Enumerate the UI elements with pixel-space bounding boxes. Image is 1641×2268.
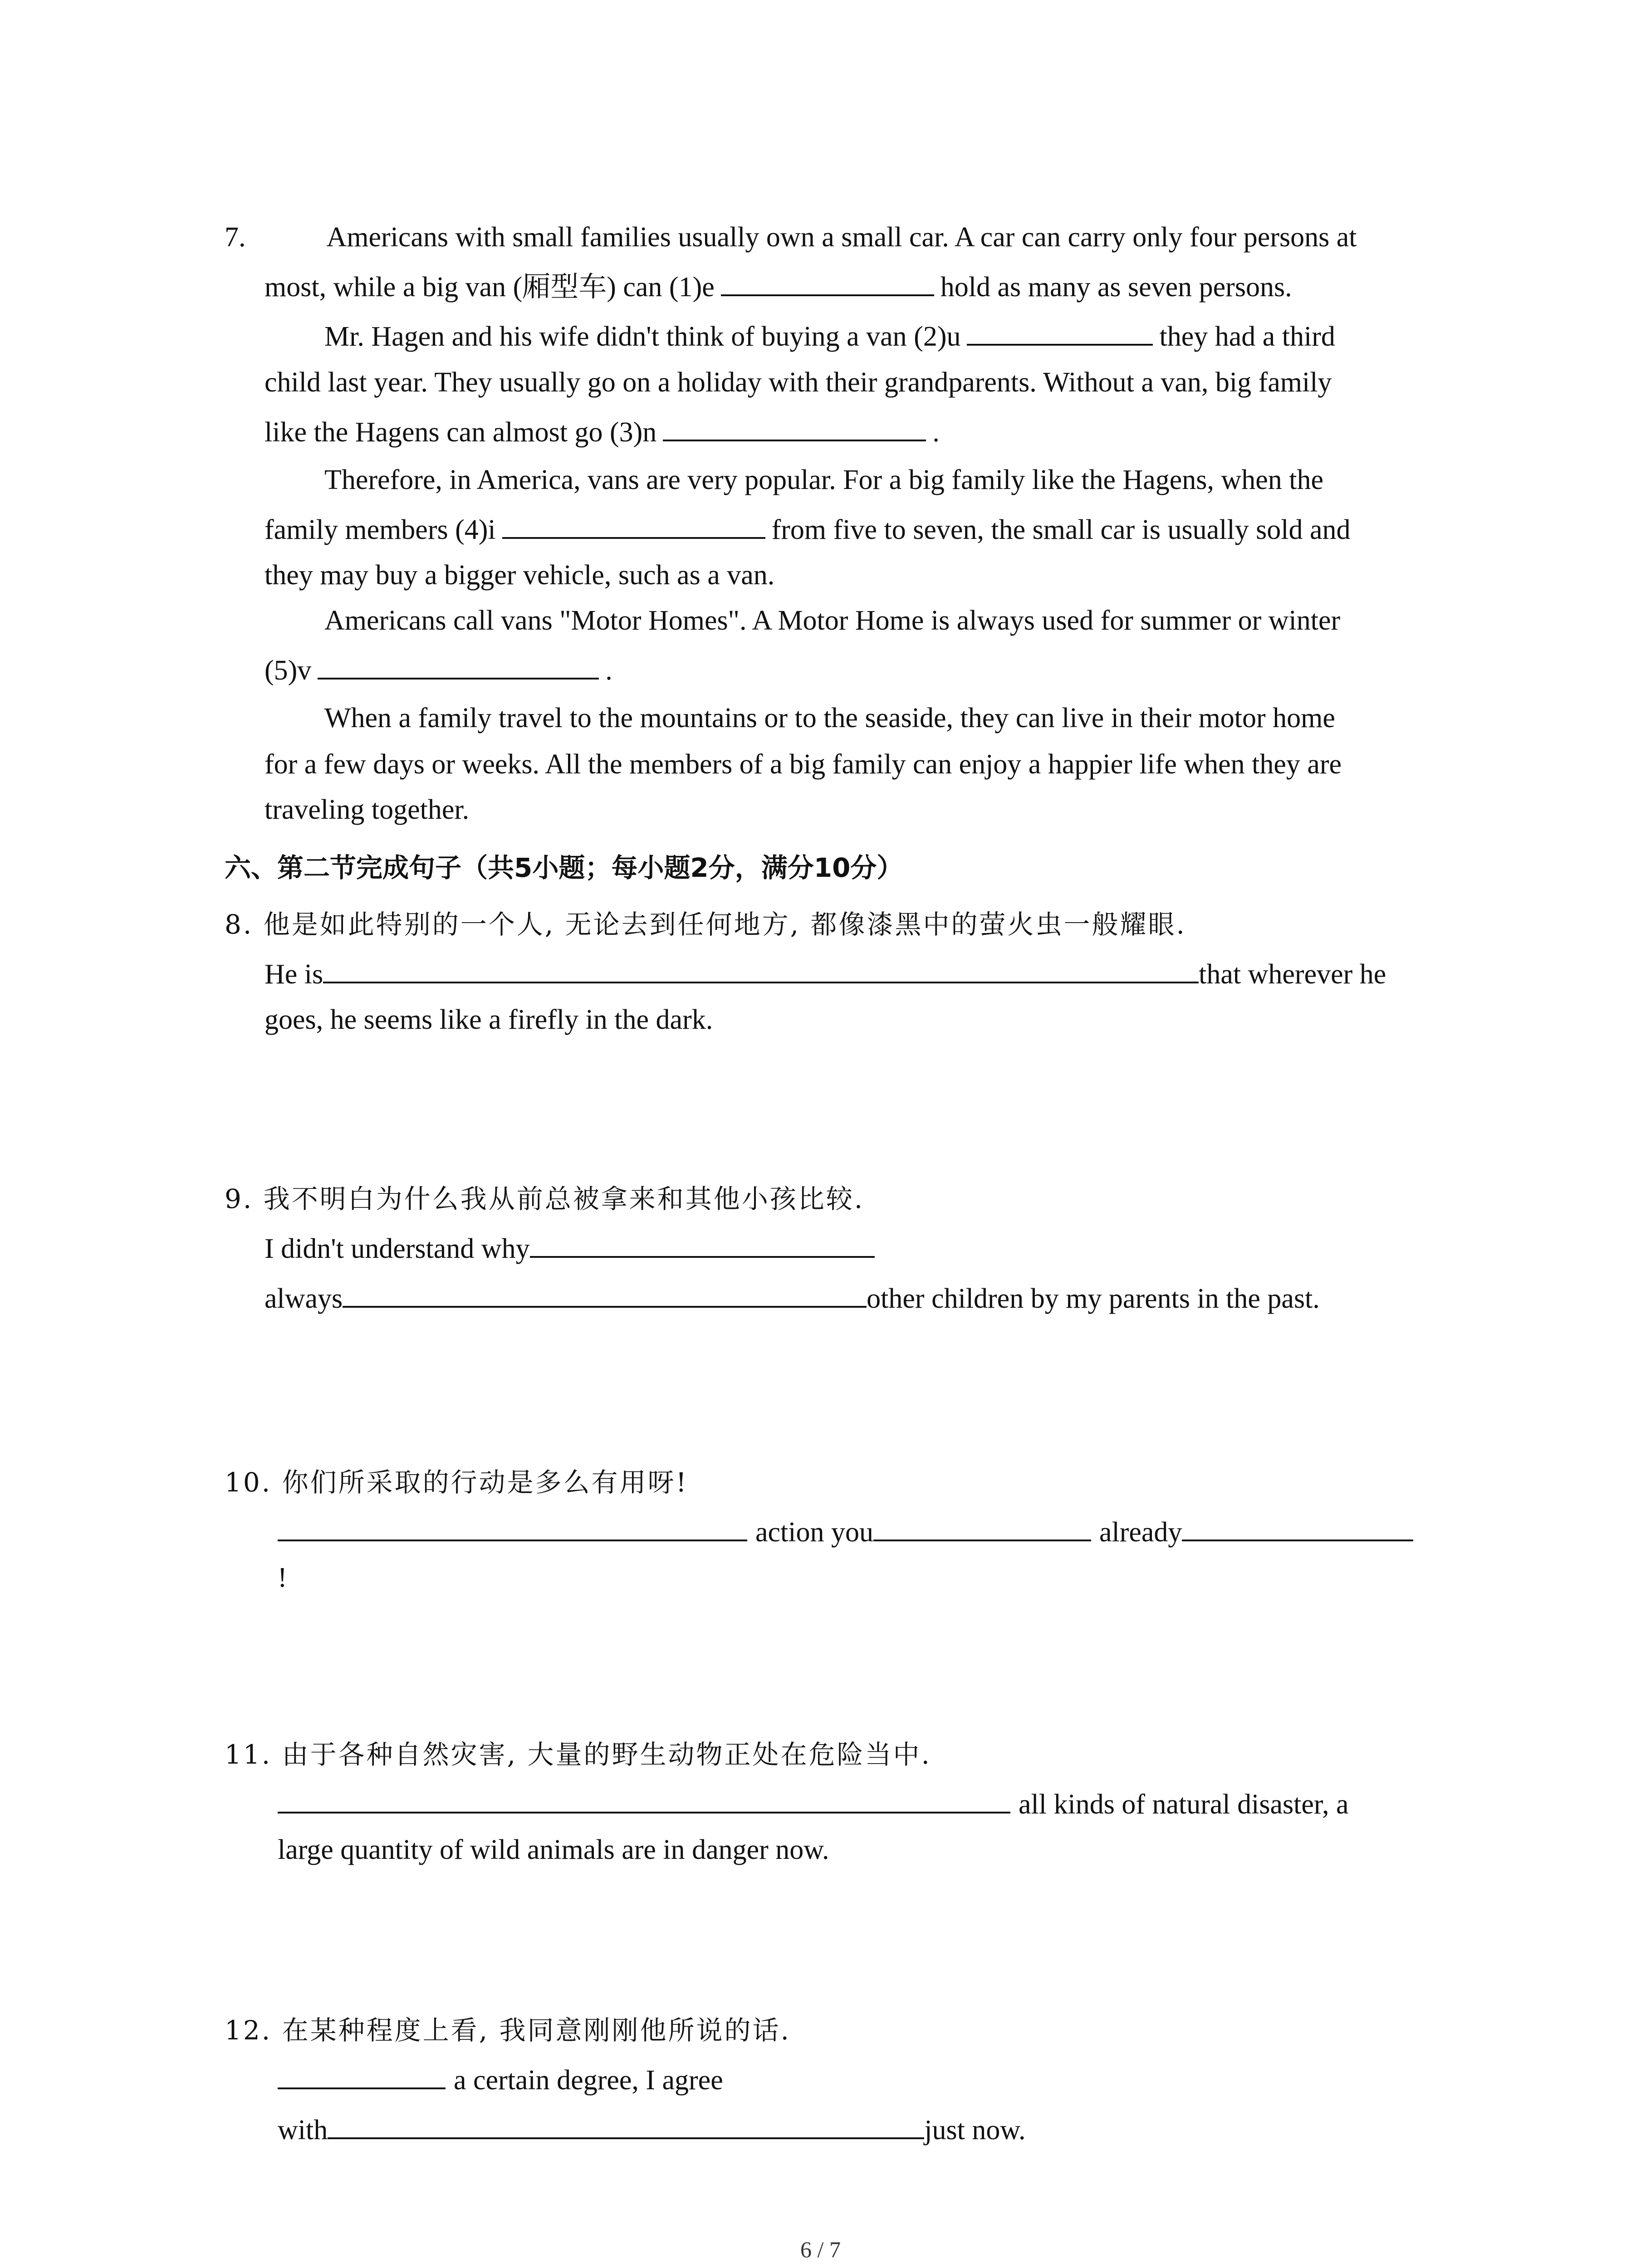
page-number: 6 / 7 bbox=[800, 2237, 841, 2262]
q7-blank-2[interactable] bbox=[967, 312, 1153, 346]
q12-prompt: 12. 在某种程度上看, 我同意刚刚他所说的话. bbox=[225, 2015, 791, 2046]
q10-prompt: 10. 你们所采取的行动是多么有用呀! bbox=[225, 1467, 688, 1498]
q7-number: 7. bbox=[225, 222, 246, 253]
q7-line-6 bbox=[324, 455, 1323, 505]
q8-text-2: that wherever he bbox=[1199, 959, 1386, 990]
q11-text-2: large quantity of wild animals are in danger now. bbox=[278, 1834, 829, 1865]
q7-line-10 bbox=[265, 645, 612, 696]
q12-line-1 bbox=[278, 2055, 723, 2106]
q7-line-9 bbox=[324, 595, 1340, 646]
q12-text-3: just now. bbox=[924, 2115, 1026, 2146]
q7-paragraph3-d: they may buy a bigger vehicle, such as a van. bbox=[265, 560, 775, 591]
section-heading: 六、第二节完成句子（共5小题；每小题2分，满分10分） bbox=[225, 852, 903, 883]
q11-prompt: 11. 由于各种自然灾害, 大量的野生动物正处在危险当中. bbox=[225, 1739, 931, 1770]
q7-blank-1[interactable] bbox=[721, 263, 934, 296]
q7-paragraph5-c: traveling together. bbox=[265, 794, 470, 825]
q7-paragraph2-c: child last year. They usually go on a holiday with their grandparents. Without a van, big family bbox=[265, 367, 1332, 398]
q7-paragraph2-a: Mr. Hagen and his wife didn't think of buying a van (2)u bbox=[324, 321, 961, 352]
q9-blank-2[interactable] bbox=[343, 1274, 867, 1308]
q12-text-1: a certain degree, I agree bbox=[454, 2065, 723, 2096]
q8-blank[interactable] bbox=[323, 950, 1199, 983]
q7-blank-3[interactable] bbox=[663, 408, 926, 441]
q7-line-12 bbox=[265, 739, 1342, 790]
q7-line-11 bbox=[324, 693, 1335, 743]
q7-line-13 bbox=[265, 784, 469, 835]
q7-paragraph3-a: Therefore, in America, vans are very popular. For a big family like the Hagens, when the bbox=[324, 464, 1323, 495]
q9-prompt: 9. 我不明白为什么我从前总被拿来和其他小孩比较. bbox=[225, 1183, 865, 1214]
q9-blank-1[interactable] bbox=[530, 1224, 875, 1258]
q8-line-1 bbox=[265, 949, 1386, 1000]
q7-line-7 bbox=[265, 504, 1351, 555]
q7-paragraph4-c: . bbox=[605, 655, 612, 686]
q7-paragraph2-b: they had a third bbox=[1159, 321, 1335, 352]
q7-paragraph5-a: When a family travel to the mountains or to the seaside, they can live in their motor home bbox=[324, 703, 1335, 733]
q11-blank[interactable] bbox=[278, 1780, 1010, 1813]
q9-text-3: other children by my parents in the past. bbox=[867, 1283, 1320, 1314]
q10-line-2 bbox=[278, 1552, 287, 1603]
q9-line-1 bbox=[265, 1223, 875, 1274]
q7-line-2 bbox=[265, 262, 1292, 313]
q10-blank-2[interactable] bbox=[873, 1508, 1091, 1541]
q7-paragraph2-d: like the Hagens can almost go (3)n bbox=[265, 417, 657, 448]
q7-paragraph3-b: family members (4)i bbox=[265, 514, 496, 545]
q7-paragraph4-a: Americans call vans "Motor Homes". A Motor Home is always used for summer or winter bbox=[324, 605, 1341, 636]
q7-paragraph5-b: for a few days or weeks. All the members of a big family can enjoy a happier life when they are bbox=[265, 749, 1342, 780]
q7-line-5 bbox=[265, 407, 940, 458]
q7-line-3 bbox=[324, 311, 1335, 362]
q9-line-2 bbox=[265, 1273, 1320, 1324]
q7-line-4 bbox=[265, 357, 1332, 408]
q7-paragraph2-e: . bbox=[932, 417, 940, 448]
q10-text-1: action you bbox=[755, 1517, 873, 1548]
q7-line-8 bbox=[265, 550, 774, 601]
q12-line-2 bbox=[278, 2105, 1026, 2156]
q7-blank-5[interactable] bbox=[318, 646, 599, 679]
q7-line-1 bbox=[225, 212, 1357, 263]
q11-line-2 bbox=[278, 1824, 829, 1875]
q9-text-1: I didn't understand why bbox=[265, 1233, 530, 1264]
q10-blank-3[interactable] bbox=[1182, 1508, 1413, 1541]
q8-text-1: He is bbox=[265, 959, 323, 990]
q10-blank-1[interactable] bbox=[278, 1508, 747, 1541]
q7-paragraph3-c: from five to seven, the small car is usually sold and bbox=[771, 514, 1351, 545]
q7-paragraph1-b: most, while a big van (厢型车) can (1)e bbox=[265, 272, 715, 303]
q12-blank-2[interactable] bbox=[328, 2106, 924, 2139]
q12-blank-1[interactable] bbox=[278, 2056, 446, 2089]
q7-paragraph1-c: hold as many as seven persons. bbox=[940, 272, 1292, 303]
q7-paragraph4-b: (5)v bbox=[265, 655, 312, 686]
q11-line-1 bbox=[278, 1779, 1349, 1830]
q10-line-1 bbox=[278, 1507, 1413, 1558]
q8-line-2 bbox=[265, 994, 713, 1045]
q12-text-2: with bbox=[278, 2115, 328, 2146]
q7-blank-4[interactable] bbox=[502, 505, 765, 539]
q8-prompt: 8. 他是如此特别的一个人, 无论去到任何地方, 都像漆黑中的萤火虫一般耀眼. bbox=[225, 909, 1186, 940]
q9-text-2: always bbox=[265, 1283, 343, 1314]
q10-text-2: already bbox=[1099, 1517, 1182, 1548]
q10-text-3: ! bbox=[278, 1562, 287, 1593]
q11-text-1: all kinds of natural disaster, a bbox=[1019, 1789, 1349, 1820]
q7-paragraph1-a: Americans with small families usually own a small car. A car can carry only four persons at bbox=[326, 222, 1357, 253]
q8-text-3: goes, he seems like a firefly in the dark. bbox=[265, 1004, 713, 1035]
